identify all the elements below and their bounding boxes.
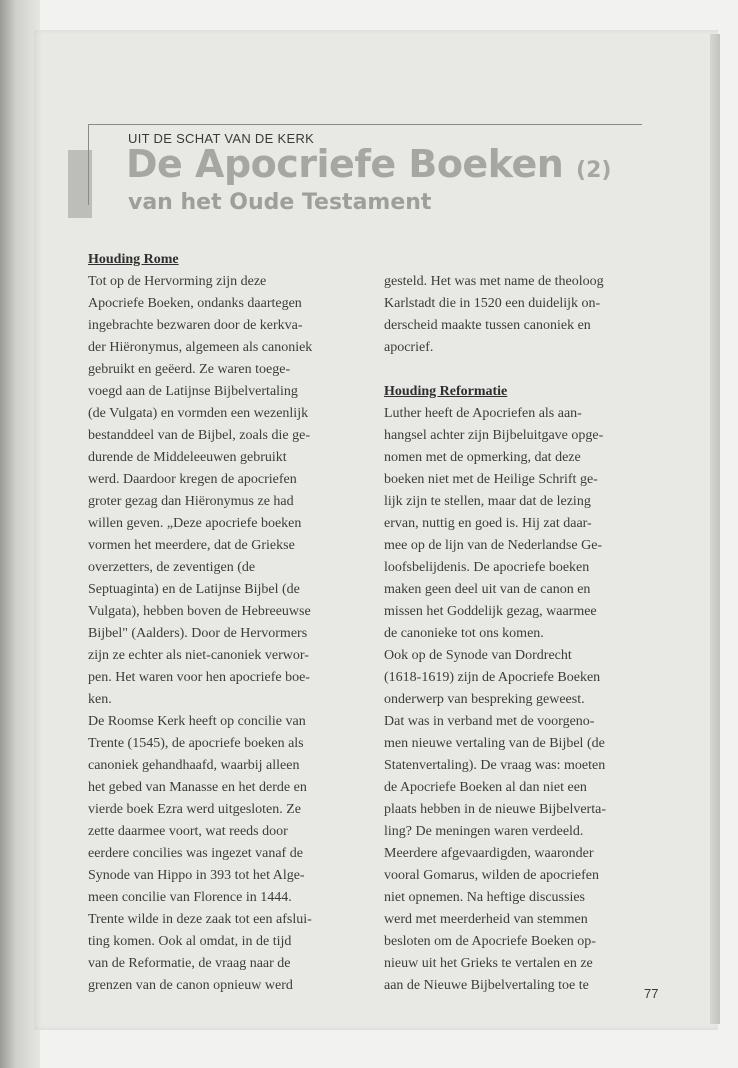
right-column-line: de canonieke tot ons komen.: [384, 626, 544, 641]
left-column-line: der Hiëronymus, algemeen als canoniek: [88, 340, 313, 355]
right-column-line: Statenvertaling). De vraag was: moeten: [384, 758, 606, 773]
right-column-line: Meerdere afgevaardigden, waaronder: [384, 846, 594, 861]
right-column-line: lijk zijn te stellen, maar dat de lezing: [384, 494, 591, 509]
left-column-line: Apocriefe Boeken, ondanks daartegen: [88, 296, 302, 311]
right-column-line: boeken niet met de Heilige Schrift ge-: [384, 472, 598, 487]
left-column-line: eerdere concilies was ingezet vanaf de: [88, 846, 303, 861]
right-column-line: onderwerp van bespreking geweest.: [384, 692, 585, 707]
right-column-body: [384, 403, 646, 997]
right-column-line: nieuw uit het Grieks te vertalen en ze: [384, 956, 593, 971]
right-column-line: ervan, nuttig en goed is. Hij zat daar-: [384, 516, 592, 531]
right-column-line: (1618-1619) zijn de Apocriefe Boeken: [384, 670, 601, 685]
left-column-line: zette daarmee voort, wat reeds door: [88, 824, 288, 839]
left-column-line: gebruikt en geëerd. Ze waren toege-: [88, 362, 291, 377]
article-title-text: De Apocriefe Boeken: [126, 142, 564, 186]
left-column-line: Tot op de Hervorming zijn deze: [88, 274, 267, 289]
right-column-line: aan de Nieuwe Bijbelvertaling toe te: [384, 978, 589, 993]
right-column-line: Luther heeft de Apocriefen als aan-: [384, 406, 582, 421]
left-column-line: bestanddeel van de Bijbel, zoals die ge-: [88, 428, 310, 443]
right-column-line: loofsbelijdenis. De apocriefe boeken: [384, 560, 590, 575]
page-edge: [710, 34, 720, 1024]
left-column-line: ting komen. Ook al omdat, in de tijd: [88, 934, 292, 949]
right-column-line: hangsel achter zijn Bijbeluitgave opge-: [384, 428, 604, 443]
right-column-line: ling? De meningen waren verdeeld.: [384, 824, 584, 839]
right-intro-line: derscheid maakte tussen canoniek en: [384, 318, 591, 333]
left-column-line: vierde boek Ezra werd uitgesloten. Ze: [88, 802, 302, 817]
left-column-line: durende de Middeleeuwen gebruikt: [88, 450, 287, 465]
right-column-line: Dat was in verband met de voorgeno-: [384, 714, 595, 729]
series-kicker: UIT DE SCHAT VAN DE KERK: [128, 131, 315, 146]
right-column-line: mee op de lijn van de Nederlandse Ge-: [384, 538, 603, 553]
left-column-line: Synode van Hippo in 393 tot het Alge-: [88, 868, 305, 883]
right-column-line: men nieuwe vertaling van de Bijbel (de: [384, 736, 605, 751]
right-intro-line: gesteld. Het was met name de theoloog: [384, 274, 604, 289]
left-column-line: vormen het meerdere, dat de Griekse: [88, 538, 295, 553]
right-column-line: vooral Gomarus, wilden de apocriefen: [384, 868, 599, 883]
left-column-line: Vulgata), hebben boven de Hebreeuwse: [88, 604, 311, 619]
right-intro-line: apocrief.: [384, 340, 434, 355]
right-column-line: maken geen deel uit van de canon en: [384, 582, 591, 597]
right-column-line: nomen met de opmerking, dat deze: [384, 450, 581, 465]
article-title: [126, 142, 611, 186]
article-title-part-number: (2): [576, 158, 612, 183]
right-column-line: besloten om de Apocriefe Boeken op-: [384, 934, 596, 949]
right-column-line: missen het Goddelijk gezag, waarmee: [384, 604, 597, 619]
left-column: [88, 249, 366, 997]
right-column-line: werd met meerderheid van stemmen: [384, 912, 588, 927]
left-column-line: Trente (1545), de apocriefe boeken als: [88, 736, 304, 751]
left-column-line: grenzen van de canon opnieuw werd: [88, 978, 293, 993]
left-column-line: Trente wilde in deze zaak tot een afslui-: [88, 912, 312, 927]
left-column-line: overzetters, de zeventigen (de: [88, 560, 256, 575]
left-column-line: zijn ze echter als niet-canoniek verwor-: [88, 648, 309, 663]
left-column-line: Bijbel" (Aalders). Door de Hervormers: [88, 626, 308, 641]
left-column-line: groter gezag dan Hiëronymus ze had: [88, 494, 294, 509]
left-column-line: De Roomse Kerk heeft op concilie van: [88, 714, 306, 729]
left-column-line: van de Reformatie, de vraag naar de: [88, 956, 291, 971]
left-column-line: Septuaginta) en de Latijnse Bijbel (de: [88, 582, 300, 597]
page-number: 77: [644, 986, 659, 1001]
left-column-line: ingebrachte bezwaren door de kerkva-: [88, 318, 303, 333]
left-column-line: werd. Daardoor kregen de apocriefen: [88, 472, 297, 487]
left-column-line: het gebed van Manasse en het derde en: [88, 780, 307, 795]
left-column-line: meen concilie van Florence in 1444.: [88, 890, 292, 905]
left-column-line: willen geven. „Deze apocriefe boeken: [88, 516, 302, 531]
section-heading-houding-reformatie: Houding Reformatie: [384, 384, 508, 399]
right-intro-line: Karlstadt die in 1520 een duidelijk on-: [384, 296, 601, 311]
left-column-line: (de Vulgata) en vormden een wezenlijk: [88, 406, 309, 421]
right-column-line: niet opnemen. Na heftige discussies: [384, 890, 586, 905]
right-column-line: de Apocriefe Boeken al dan niet een: [384, 780, 587, 795]
section-heading-houding-rome: Houding Rome: [88, 252, 179, 267]
right-column-intro: [384, 271, 646, 359]
left-column-line: ken.: [88, 692, 112, 707]
article-subtitle: van het Oude Testament: [128, 190, 432, 215]
right-column-line: plaats hebben in de nieuwe Bijbelverta-: [384, 802, 606, 817]
left-column-line: pen. Het waren voor hen apocriefe boe-: [88, 670, 310, 685]
left-column-line: canoniek gehandhaafd, waarbij alleen: [88, 758, 300, 773]
right-column: [384, 271, 646, 997]
left-column-body: [88, 271, 366, 997]
left-column-line: voegd aan de Latijnse Bijbelvertaling: [88, 384, 298, 399]
right-column-line: Ook op de Synode van Dordrecht: [384, 648, 572, 663]
